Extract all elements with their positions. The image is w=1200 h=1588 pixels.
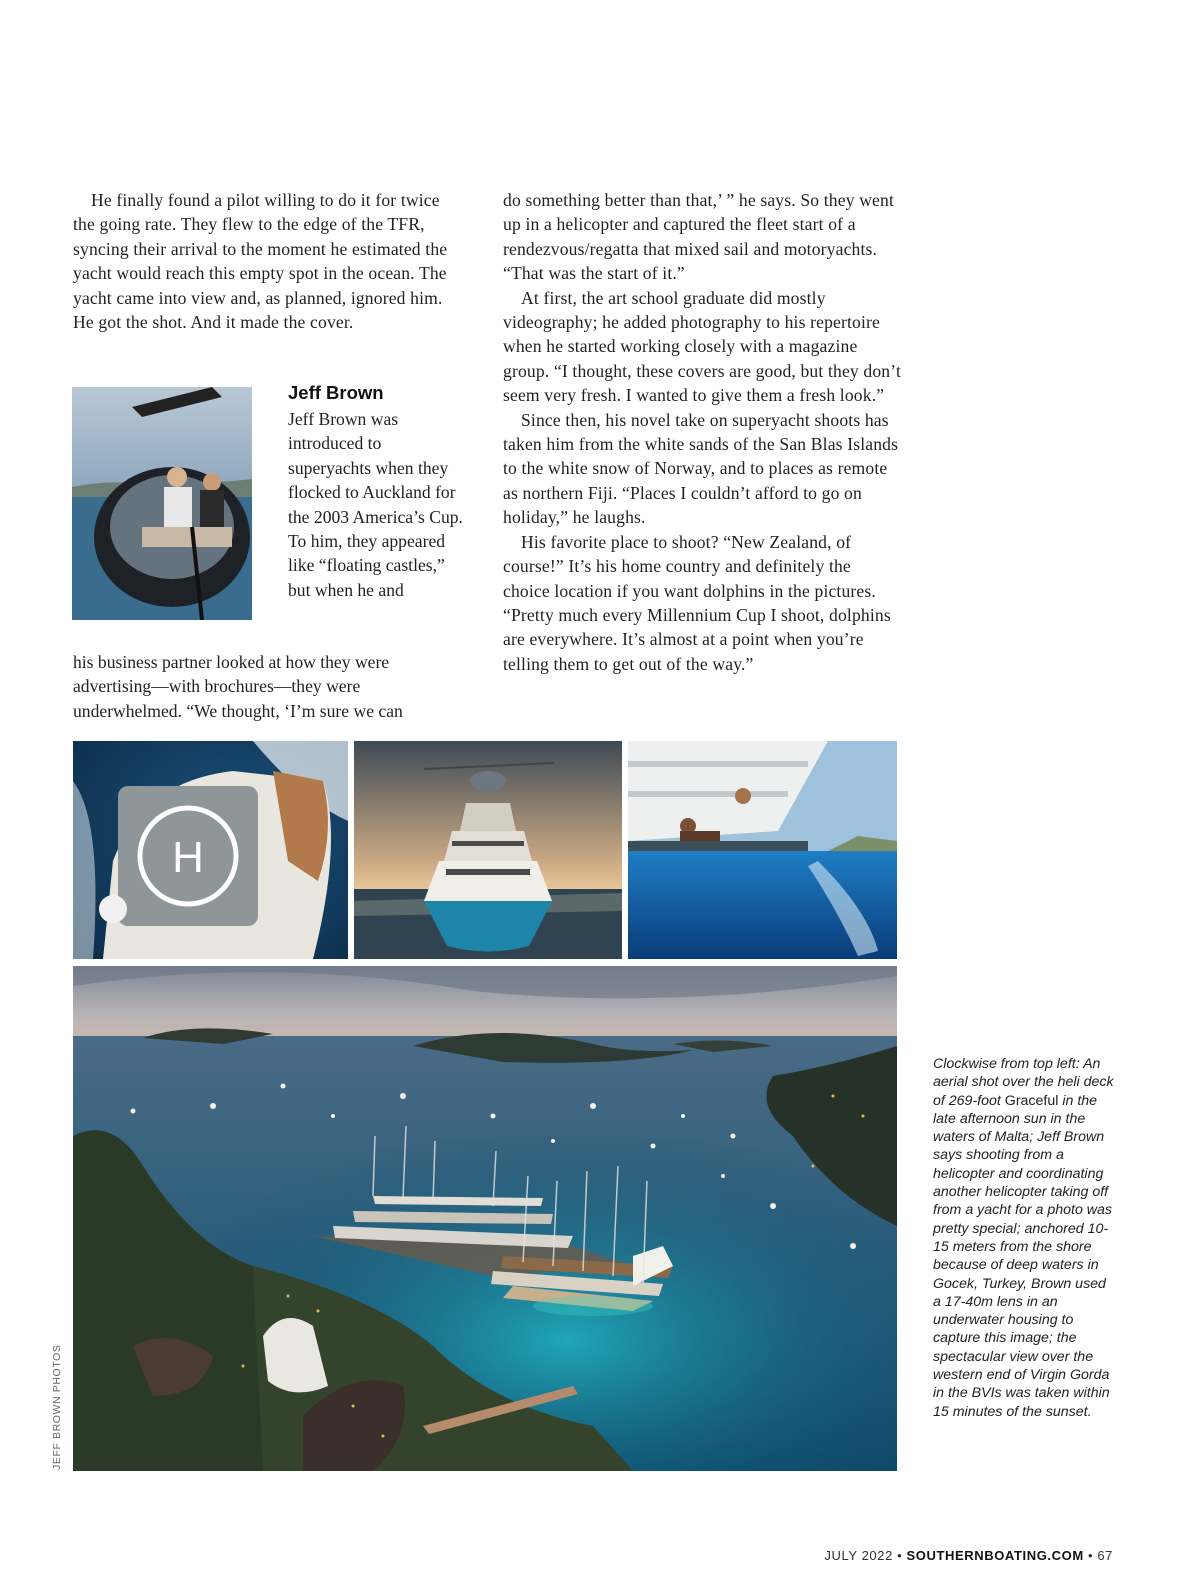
page-footer: JULY 2022 • SOUTHERNBOATING.COM • 67 (824, 1548, 1113, 1563)
issue-date: JULY 2022 (824, 1548, 893, 1563)
paragraph: His favorite place to shoot? “New Zealand, of course!” It’s his home country and definitely the choice location if you want dolphins in the pictures. “Pretty much every Millennium Cup I shoot, dolphins are everywhere. It’s almost at a point when you’re telling them to get out of the way.” (503, 531, 891, 674)
paragraph: do something better than that,’ ” he says. So they went up in a helicopter and captured the fleet start of a rendezvous/regatta that mixed sail and motoryachts. “That was the start of it.” (503, 190, 894, 284)
paragraph: He finally found a pilot willing to do it for twice the going rate. They flew to the edge of the TFR, syncing their arrival to the moment he estimated the yacht would reach this empty spot in the ocean. The yacht came into view and, as planned, ignored him. He got the shot. And it made the cover. (73, 190, 448, 333)
paragraph: At first, the art school graduate did mostly videography; he added photography to his repertoire when he started working closely with a magazine group. “I thought, these covers are good, but they don’t seem very fresh. I wanted to give them a fresh look.” (503, 287, 901, 406)
helicopter-selfie-photo (72, 387, 252, 620)
article-column-left (73, 188, 465, 334)
article-column-right (503, 188, 901, 676)
caption-yacht-name: Graceful (1004, 1092, 1059, 1109)
virgin-gorda-marina-aerial-photo (73, 966, 897, 1471)
page-number: 67 (1097, 1548, 1113, 1563)
swim-platform-underwater-photo (628, 741, 897, 959)
caption-text-continued: in the late afternoon sun in the waters of Malta; Jeff Brown says shooting from a helicopter and coordinating another helicopter taking off from a yacht for a photo was pretty special; anchored 10-15 meters from the shore because of deep waters in Gocek, Turkey, Brown used a 17-40m lens in an underwater housing to capture this image; the spectacular view over the western end of Virgin Gorda in the BVIs was taken within 15 minutes of the sunset. (933, 1092, 1113, 1420)
photo-caption (933, 1055, 1115, 1421)
sidebar-text-continued (73, 650, 468, 723)
sidebar-heading: Jeff Brown (288, 382, 384, 403)
heli-deck-aerial-photo (73, 741, 348, 959)
svg-text:H: H (172, 833, 204, 882)
yacht-helicopter-sunset-photo (354, 741, 622, 959)
paragraph: Since then, his novel take on superyacht shoots has taken him from the white sands of the San Blas Islands to the white snow of Norway, and to places as remote as northern Fiji. “Places I couldn’t afford to go on holiday,” he laughs. (503, 409, 899, 528)
sidebar-paragraph: Jeff Brown was introduced to superyachts when they flocked to Auckland for the 2003 America’s Cup. To him, they appeared like “floating castles,” but when he and (288, 409, 463, 600)
sidebar-paragraph: his business partner looked at how they were advertising—with brochures—they were underwhelmed. “We thought, ‘I’m sure we can (73, 652, 403, 721)
sidebar-text (288, 407, 468, 602)
website-name: SOUTHERNBOATING.COM (906, 1548, 1084, 1563)
photo-credit: JEFF BROWN PHOTOS (51, 1344, 63, 1470)
caption-text: Clockwise from top left: An aerial shot over the heli deck of 269-foot (933, 1056, 1114, 1109)
